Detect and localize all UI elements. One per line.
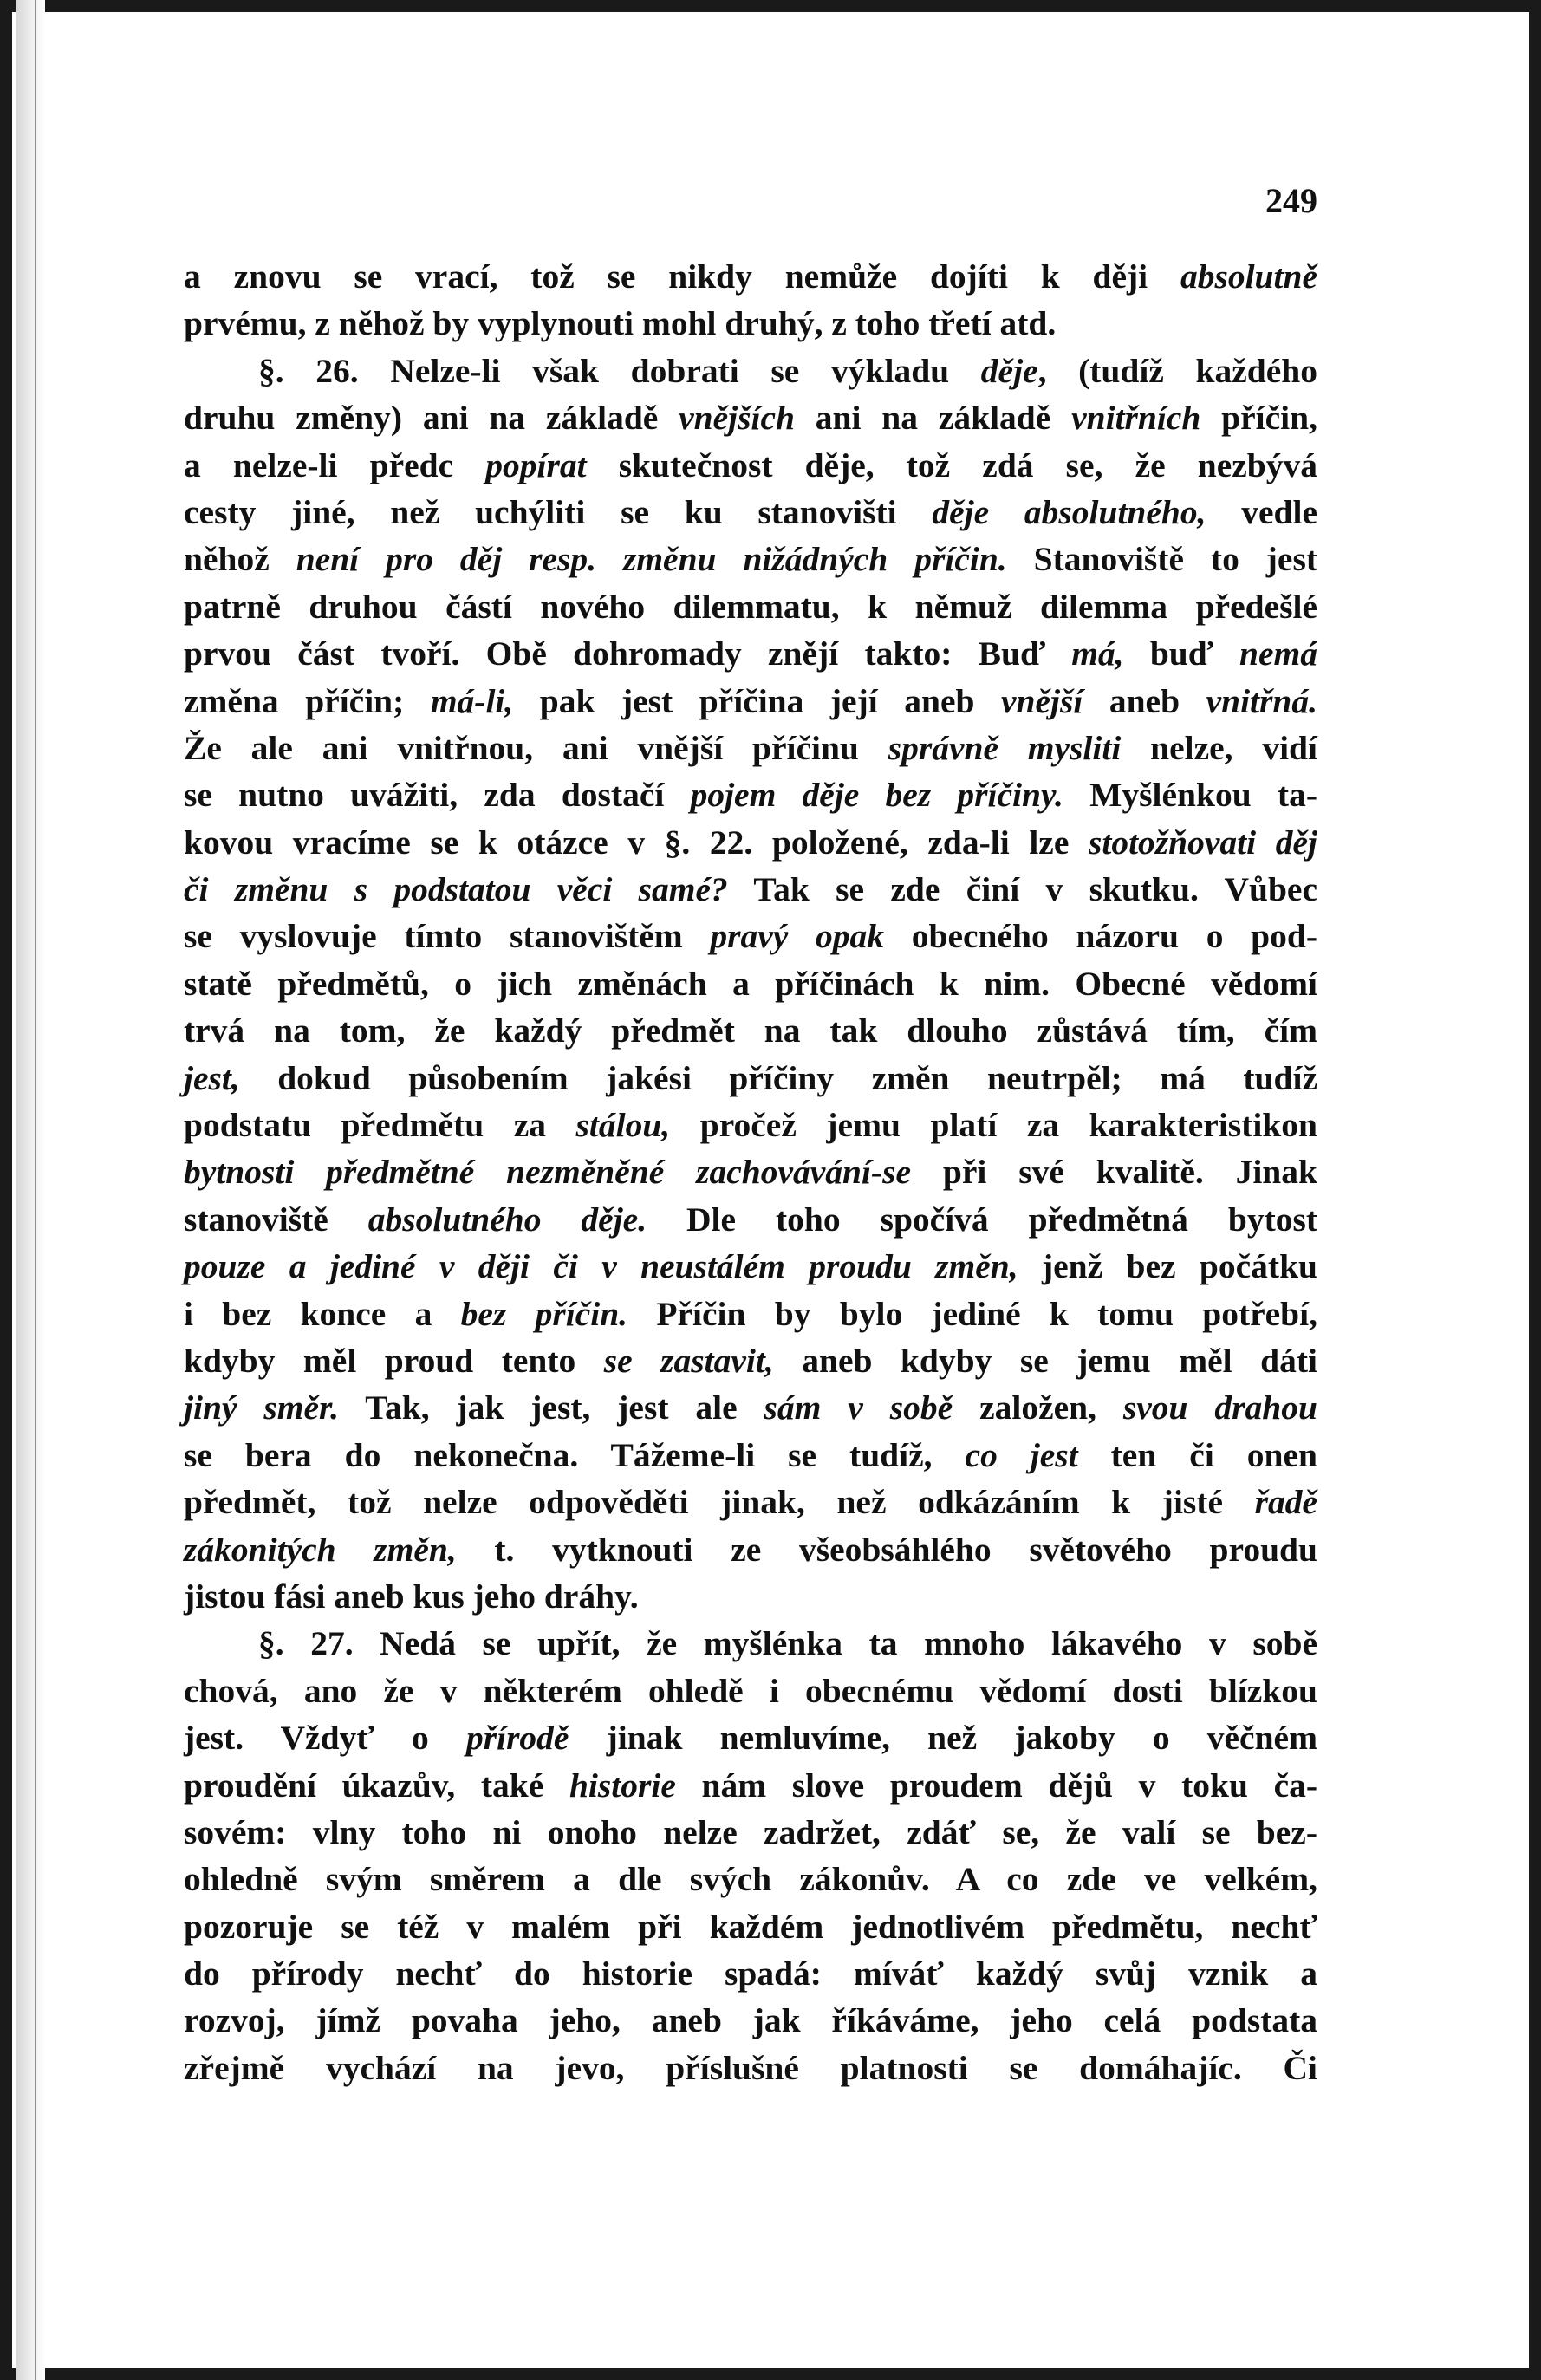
text-line [184,1243,1317,1290]
page-number: 249 [1265,181,1317,220]
text-run: jistou fási aneb kus jeho dráhy. [184,1577,639,1616]
text-line [184,1055,1317,1102]
text-line [184,1479,1317,1525]
text-run: pročež jemu platí za karakteristikon [670,1106,1317,1145]
text-run: jinak nemluvíme, než jakoby o věčném [569,1719,1317,1758]
text-line [184,1809,1317,1856]
italic-emphasis: děje [980,351,1038,390]
text-line [184,866,1317,913]
text-run: Tak, jak jest, jest ale [339,1388,764,1427]
text-line [184,253,1317,300]
italic-emphasis: děje absolutného, [932,492,1206,531]
text-run: zřejmě vychází na jevo, příslušné platnosti se domáhajíc. Či [184,2048,1317,2087]
text-run: i bez konce a [184,1294,461,1333]
text-run: jest. Vždyť o [184,1719,466,1758]
text-run: ani na základě [795,399,1072,438]
text-run: rozvoj, jímž povaha jeho, aneb jak říkáváme, jeho celá podstata [184,2001,1317,2040]
italic-emphasis: absolutného děje. [367,1200,647,1239]
text-run: proudění úkazův, také [184,1765,569,1805]
text-run: skutečnost děje, tož zdá se, že nezbývá [586,445,1317,484]
text-run: pozoruje se též v malém při každém jednotlivém předmětu, nechť [184,1907,1317,1946]
text-run: Dle toho spočívá předmětná bytost [647,1200,1317,1239]
text-line [184,1668,1317,1714]
text-run: obecného názoru o pod- [884,917,1317,956]
text-run: buď [1123,634,1240,673]
text-run: §. 27. Nedá se upřít, že myšlénka ta mnoho lákavého v sobě [258,1624,1317,1663]
text-run: něhož [184,540,296,579]
text-line [184,630,1317,677]
text-run: při své kvalitě. Jinak [911,1153,1317,1192]
text-run: a znovu se vrací, tož se nikdy nemůže dojíti k ději [184,257,1180,296]
text-line [184,1196,1317,1243]
italic-emphasis: není pro děj resp. změnu nižádných příčin. [296,540,1007,579]
text-run: druhu změny) ani na základě [184,399,679,438]
text-run: založen, [953,1388,1123,1427]
italic-emphasis: vnitřních [1071,399,1201,438]
text-run: předmět, tož nelze odpověděti jinak, než odkázáním k jisté [184,1483,1255,1522]
text-run: sovém: vlny toho ni onoho nelze zadržet, zdáť se, že valí se bez- [184,1812,1317,1851]
text-line [184,725,1317,771]
text-run: trvá na tom, že každý předmět na tak dlouho zůstává tím, čím [184,1011,1317,1050]
italic-emphasis: řadě [1254,1483,1317,1522]
italic-emphasis: zákonitých změn, [184,1530,457,1569]
text-run: vedle [1206,492,1318,531]
body-text [184,253,1317,2091]
text-run: nelze, vidí [1121,728,1317,767]
italic-emphasis: pravý opak [710,917,885,956]
text-run: Příčin by bylo jediné k tomu potřebí, [627,1294,1317,1333]
text-line [184,442,1317,489]
italic-emphasis: co jest [965,1435,1078,1474]
text-line [184,1762,1317,1809]
text-run: a nelze-li předc [184,445,486,484]
text-run: kdyby měl proud tento [184,1341,604,1380]
text-run: se vyslovuje tímto stanovištěm [184,917,711,956]
text-run: aneb [1083,681,1206,720]
italic-emphasis: bez příčin. [460,1294,628,1333]
text-run: prvou část tvoří. Obě dohromady znějí takto: Buď [184,634,1072,673]
text-run: pak jest příčina její aneb [513,681,1001,720]
italic-emphasis: absolutně [1180,257,1317,296]
text-line [184,960,1317,1007]
italic-emphasis: stálou, [575,1106,671,1145]
text-line [184,394,1317,441]
text-line [184,1856,1317,1902]
italic-emphasis: svou drahou [1122,1388,1317,1427]
text-line [184,1997,1317,2044]
text-run: kovou vracíme se k otázce v §. 22. položené, zda-li lze [184,823,1089,862]
text-run: do přírody nechť do historie spadá: míváť každý svůj vznik a [184,1954,1317,1993]
text-run: Myšlénkou ta- [1063,776,1317,815]
italic-emphasis: popírat [485,445,587,484]
text-line [184,819,1317,866]
italic-emphasis: pojem děje bez příčiny. [690,776,1063,815]
text-run: ohledně svým směrem a dle svých zákonův. A co zde ve velkém, [184,1860,1317,1899]
text-line [184,300,1317,347]
text-run: cesty jiné, než uchýliti se ku stanovišti [184,492,933,531]
text-line [184,1102,1317,1148]
text-run: t. vytknouti ze všeobsáhlého světového proudu [456,1530,1317,1569]
text-run: jenž bez počátku [1018,1247,1317,1286]
text-run: příčin, [1200,399,1317,438]
italic-emphasis: či změnu s podstatou věci samé? [184,870,728,909]
text-run: nám slove proudem dějů v toku ča- [675,1765,1318,1805]
text-line [184,1007,1317,1054]
italic-emphasis: nemá [1239,634,1317,673]
scan-frame-top [0,0,1541,12]
text-line [184,913,1317,959]
italic-emphasis: stotožňovati děj [1088,823,1317,862]
text-line [184,771,1317,818]
binding-gutter [16,0,45,2380]
text-run: Tak se zde činí v skutku. Vůbec [727,870,1317,909]
text-run: chová, ano že v některém ohledě i obecnému vědomí dosti blízkou [184,1671,1317,1710]
text-line [184,1903,1317,1950]
text-line [184,1620,1317,1667]
italic-emphasis: vnějších [679,399,795,438]
text-line [184,1573,1317,1620]
text-line [184,1714,1317,1761]
italic-emphasis: má-li, [430,681,514,720]
binding-edge-line [35,0,36,2380]
text-line [184,348,1317,394]
text-run: se nutno uvážiti, zda dostačí [184,776,691,815]
italic-emphasis: bytnosti předmětné nezměněné zachovávání-se [184,1153,912,1192]
text-line [184,1950,1317,1997]
text-line [184,1148,1317,1195]
text-run: stanoviště [184,1200,368,1239]
text-line [184,1432,1317,1479]
italic-emphasis: jiný směr. [184,1388,340,1427]
scan-frame-right [1529,0,1541,2380]
text-run: aneb kdyby se jemu měl dáti [773,1341,1317,1380]
text-run: dokud působením jakési příčiny změn neutrpěl; má tudíž [239,1058,1317,1097]
italic-emphasis: se zastavit, [603,1341,774,1380]
italic-emphasis: historie [569,1765,676,1805]
text-run: statě předmětů, o jich změnách a příčinách k nim. Obecné vědomí [184,964,1317,1003]
text-line [184,2045,1317,2091]
text-run: prvému, z něhož by vyplynouti mohl druhý, z toho třetí atd. [184,304,1057,343]
italic-emphasis: přírodě [465,1719,569,1758]
italic-emphasis: jest, [184,1058,240,1097]
text-line [184,536,1317,582]
text-line [184,489,1317,536]
text-run: se bera do nekonečna. Tážeme-li se tudíž, [184,1435,966,1474]
text-line [184,583,1317,630]
text-line [184,1384,1317,1431]
italic-emphasis: má, [1071,634,1124,673]
text-run: Stanoviště to jest [1006,540,1317,579]
text-line [184,1337,1317,1384]
scan-frame-bottom [0,2368,1541,2380]
text-run: ten či onen [1077,1435,1317,1474]
text-run: Že ale ani vnitřnou, ani vnější příčinu [184,728,888,767]
text-run: , (tudíž každého [1037,351,1318,390]
text-run: §. 26. Nelze-li však dobrati se výkladu [258,351,981,390]
scan-frame-left [0,0,12,2380]
italic-emphasis: vnější [1000,681,1083,720]
text-run: patrně druhou částí nového dilemmatu, k němuž dilemma předešlé [184,587,1317,626]
text-line [184,1526,1317,1573]
text-line [184,1291,1317,1337]
text-run: podstatu předmětu za [184,1106,576,1145]
italic-emphasis: správně mysliti [888,728,1122,767]
text-line [184,678,1317,725]
italic-emphasis: sám v sobě [764,1388,953,1427]
text-run: změna příčin; [184,681,431,720]
italic-emphasis: vnitřná. [1206,681,1317,720]
italic-emphasis: pouze a jediné v ději či v neustálém proudu změn, [184,1247,1018,1286]
